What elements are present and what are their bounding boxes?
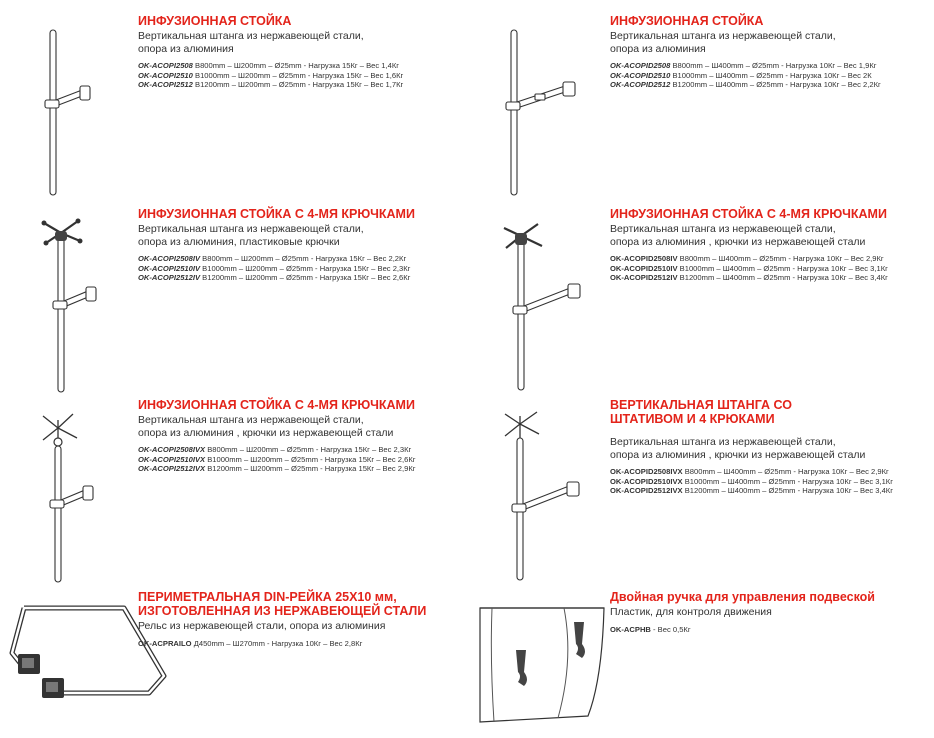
product-desc-line: Вертикальная штанга из нержавеющей стали, — [610, 436, 836, 448]
product-spec: OK-ACOPI2508 B800mm – Ш200mm – Ø25mm - Нагрузка 15Кг – Вес 1,4Кг — [138, 61, 400, 70]
product-desc-line: Вертикальная штанга из нержавеющей стали, — [138, 414, 364, 426]
product-spec: OK-ACOPID2510IVX B1000mm – Ш400mm – Ø25mm - Нагрузка 10Кг – Вес 3,1Кг — [610, 476, 893, 486]
product-block — [138, 398, 468, 474]
product-title: ВЕРТИКАЛЬНАЯ ШТАНГА СО ШТАТИВОМ И 4 КРЮКАМИ — [610, 398, 792, 426]
product-desc-line: опора из алюминия , крючки из нержавеющей стали — [138, 426, 394, 439]
product-block — [610, 207, 930, 283]
double-handle-image — [478, 600, 608, 725]
product-desc-line: опора из алюминия , крючки из нержавеющей стали — [610, 235, 866, 248]
infusion-stand-hooks-image — [35, 410, 105, 585]
product-title: ИНФУЗИОННАЯ СТОЙКА — [138, 14, 292, 28]
product-spec: OK-ACOPID2508IVX B800mm – Ш400mm – Ø25mm - Нагрузка 10Кг – Вес 2,9Кг — [610, 467, 889, 476]
product-block — [610, 398, 930, 496]
product-block — [138, 590, 468, 648]
product-spec: OK-ACOPID2508IV B800mm – Ш400mm – Ø25mm - Нагрузка 10Кг – Вес 2,9Кг — [610, 254, 884, 263]
product-spec: OK-ACOPID2512IV B1200mm – Ш400mm – Ø25mm - Нагрузка 10Кг – Вес 3,4Кг — [610, 273, 888, 283]
product-spec: OK-ACPHB - Вес 0,5Кг — [610, 624, 691, 634]
product-desc-line: Вертикальная штанга из нержавеющей стали, — [138, 30, 364, 42]
product-desc-line: Вертикальная штанга из нержавеющей стали, — [610, 30, 836, 42]
product-desc-line: Вертикальная штанга из нержавеющей стали, — [138, 223, 364, 235]
product-desc-line: опора из алюминия, пластиковые крючки — [138, 235, 340, 248]
product-desc-line: опора из алюминия — [138, 42, 234, 55]
product-desc-line: опора из алюминия , крючки из нержавеющей стали — [610, 448, 866, 461]
product-spec: OK-ACOPID2512 B1200mm – Ш400mm – Ø25mm - Нагрузка 10Кг – Вес 2,2Кг — [610, 80, 881, 90]
product-title: ИНФУЗИОННАЯ СТОЙКА С 4-МЯ КРЮЧКАМИ — [138, 207, 415, 221]
product-spec: OK-ACOPI2508IV B800mm – Ш200mm – Ø25mm - Нагрузка 15Кг – Вес 2,2Кг — [138, 254, 407, 263]
product-spec: OK-ACOPI2512IVX B1200mm – Ш200mm – Ø25mm - Нагрузка 15Кг – Вес 2,9Кг — [138, 464, 416, 474]
product-spec: OK-ACOPI2510IV B1000mm – Ш200mm – Ø25mm - Нагрузка 15Кг – Вес 2,3Кг — [138, 263, 411, 273]
product-spec: OK-ACOPI2512IV B1200mm – Ш200mm – Ø25mm - Нагрузка 15Кг – Вес 2,6Кг — [138, 273, 411, 283]
product-spec: OK-ACOPI2510 B1000mm – Ш200mm – Ø25mm - Нагрузка 15Кг – Вес 1,6Кг — [138, 70, 404, 80]
infusion-stand-image — [40, 28, 100, 198]
product-title: Двойная ручка для управления подвеской — [610, 590, 875, 604]
product-block — [138, 207, 468, 283]
product-spec: OK-ACOPID2512IVX B1200mm – Ш400mm – Ø25mm - Нагрузка 10Кг – Вес 3,4Кг — [610, 486, 893, 496]
product-spec: OK-ACOPID2510 B1000mm – Ш400mm – Ø25mm - Нагрузка 10Кг – Вес 2К — [610, 70, 872, 80]
product-block — [138, 14, 468, 90]
product-title: ИНФУЗИОННАЯ СТОЙКА — [610, 14, 764, 28]
product-desc-line: Пластик, для контроля движения — [610, 606, 772, 618]
infusion-stand-hooks-image — [40, 215, 110, 395]
product-spec: OK-ACOPI2510IVX B1000mm – Ш200mm – Ø25mm - Нагрузка 15Кг – Вес 2,6Кг — [138, 454, 416, 464]
product-desc-line: Рельс из нержавеющей стали, опора из алюминия — [138, 620, 386, 632]
product-spec: OK-ACOPI2512 B1200mm – Ш200mm – Ø25mm - Нагрузка 15Кг – Вес 1,7Кг — [138, 80, 404, 90]
infusion-stand-hooks-image — [495, 408, 585, 583]
product-desc-line: Вертикальная штанга из нержавеющей стали, — [610, 223, 836, 235]
product-desc-line: опора из алюминия — [610, 42, 706, 55]
product-title: ПЕРИМЕТРАЛЬНАЯ DIN-РЕЙКА 25X10 мм, ИЗГОТОВЛЕННАЯ ИЗ НЕРЖАВЕЮЩЕЙ СТАЛИ — [138, 590, 427, 618]
product-spec: OK-ACOPI2508IVX B800mm – Ш200mm – Ø25mm - Нагрузка 15Кг – Вес 2,3Кг — [138, 445, 412, 454]
product-spec: OK-ACOPID2510IV B1000mm – Ш400mm – Ø25mm - Нагрузка 10Кг – Вес 3,1Кг — [610, 263, 888, 273]
product-spec: OK-ACOPID2508 B800mm – Ш400mm – Ø25mm - Нагрузка 10Кг – Вес 1,9Кг — [610, 61, 877, 70]
product-block — [610, 590, 930, 634]
product-title: ИНФУЗИОННАЯ СТОЙКА С 4-МЯ КРЮЧКАМИ — [610, 207, 887, 221]
product-block — [610, 14, 930, 90]
infusion-stand-image — [505, 28, 585, 198]
product-spec: OK-ACPRAILO Д450mm – Ш270mm - Нагрузка 10Кг – Вес 2,8Кг — [138, 638, 363, 648]
infusion-stand-hooks-image — [500, 218, 590, 393]
product-title: ИНФУЗИОННАЯ СТОЙКА С 4-МЯ КРЮЧКАМИ — [138, 398, 415, 412]
